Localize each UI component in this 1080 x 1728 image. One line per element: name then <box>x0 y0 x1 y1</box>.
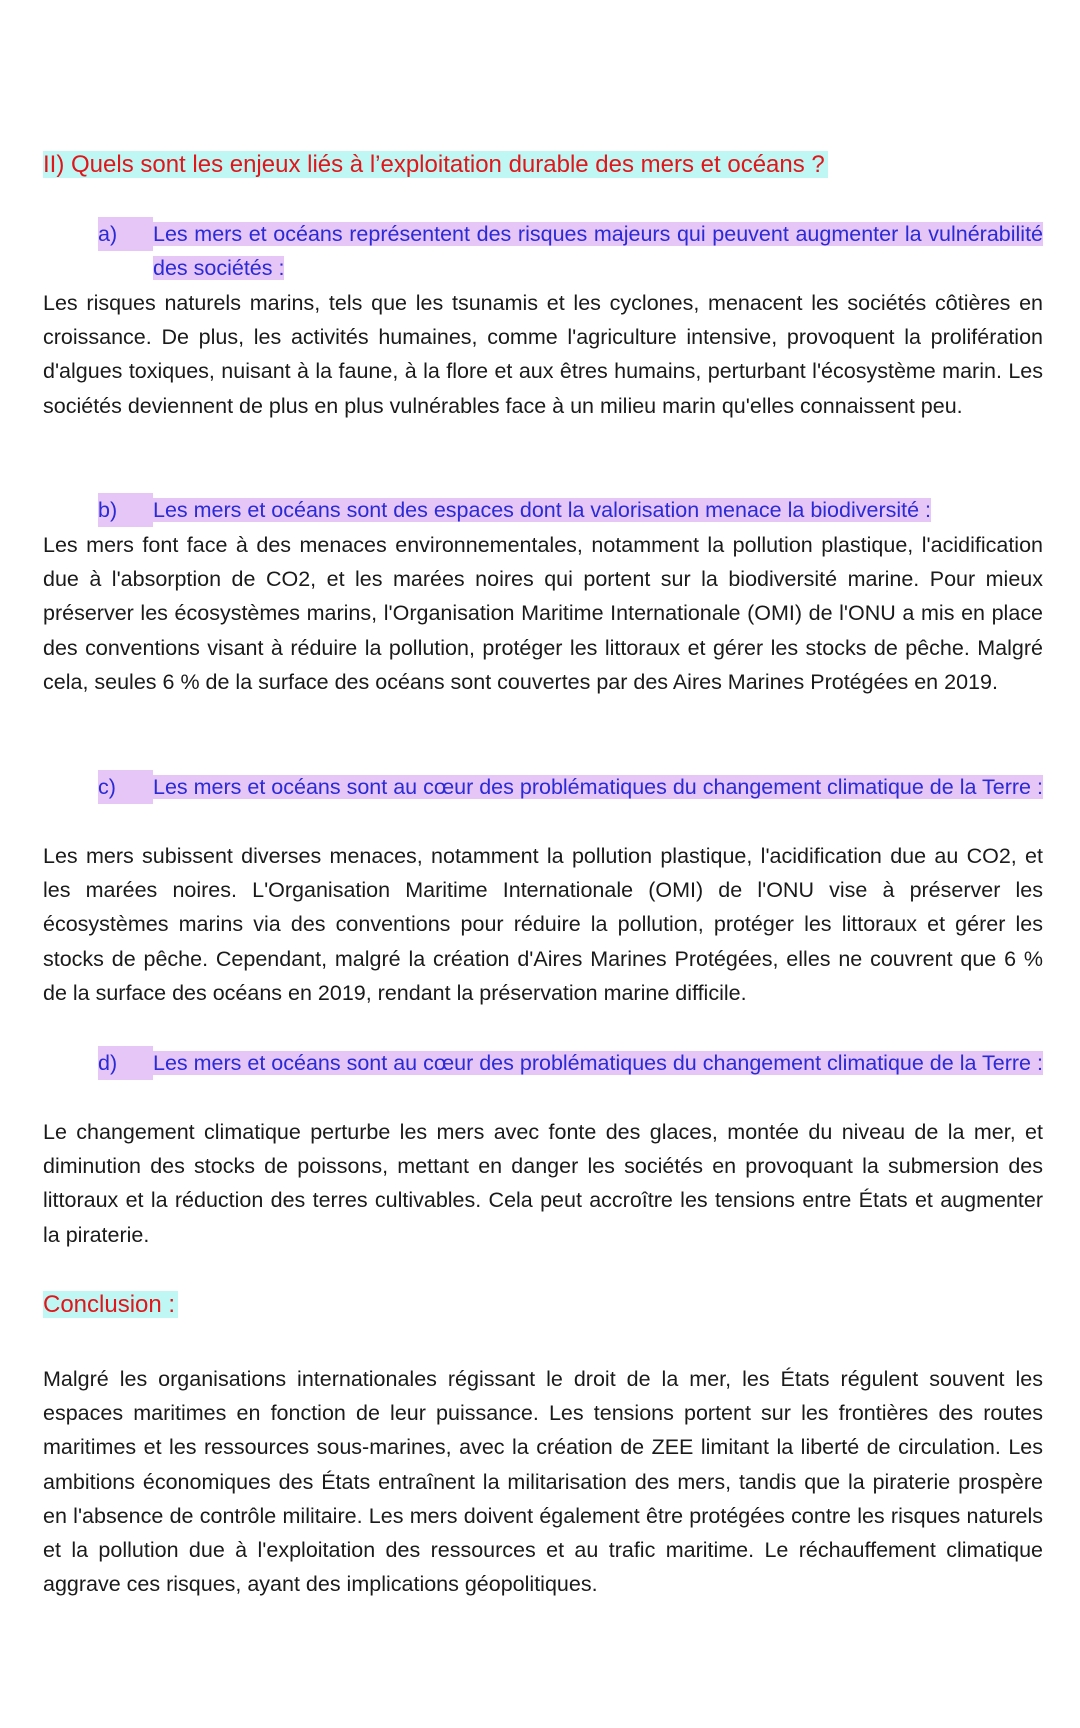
paragraph-d: Le changement climatique perturbe les mers avec fonte des glaces, montée du niveau de la mer, et diminution des stocks de poissons, mettant en danger les sociétés en provoquant la submersion des littoraux et la réduction des terres cultivables. Cela peut accroître les tensions entre États et augmenter la piraterie. <box>43 1120 1043 1247</box>
paragraph-a: Les risques naturels marins, tels que les tsunamis et les cyclones, menacent les sociétés côtières en croissance. De plus, les activités humaines, comme l'agriculture intensive, provoquent la prolifération d'algues toxiques, nuisant à la faune, à la flore et aux êtres humains, perturbant l'écosystème marin. Les sociétés deviennent de plus en plus vulnérables face à un milieu marin qu'elles connaissent peu. <box>43 291 1043 418</box>
paragraph-b: Les mers font face à des menaces environnementales, notamment la pollution plastique, l'acidification due à l'absorption de CO2, et les marées noires qui portent sur la biodiversité marine. Pour mieux préserver les écosystèmes marins, l'Organisation Maritime Internationale (OMI) de l'ONU a mis en place des conventions visant à réduire la pollution, protéger les littoraux et gérer les stocks de pêche. Malgré cela, seules 6 % de la surface des océans sont couvertes par des Aires Marines Protégées en 2019. <box>43 533 1043 694</box>
subsection-heading-a <box>98 217 1043 285</box>
subsection-heading-text: Les mers et océans représentent des risques majeurs qui peuvent augmenter la vulnérabilité des sociétés : <box>153 222 1043 280</box>
subsection-heading-text: Les mers et océans sont des espaces dont la valorisation menace la biodiversité : <box>153 498 932 522</box>
subsection-letter: c) <box>98 770 153 804</box>
conclusion-title: Conclusion : <box>43 1288 178 1322</box>
subsection-heading-c <box>98 770 1043 804</box>
section-title <box>43 148 828 182</box>
subsection-heading-b <box>98 493 1043 527</box>
conclusion-paragraph: Malgré les organisations internationales régissant le droit de la mer, les États régulent souvent les espaces maritimes en fonction de leur puissance. Les tensions portent sur les frontières des routes maritimes et les ressources sous-marines, avec la création de ZEE limitant la liberté de circulation. Les ambitions économiques des États entraînent la militarisation des mers, tandis que la piraterie prospère en l'absence de contrôle militaire. Les mers doivent également être protégées contre les risques naturels et la pollution due à l'exploitation des ressources et au trafic maritime. Le réchauffement climatique aggrave ces risques, ayant des implications géopolitiques. <box>43 1367 1043 1597</box>
subsection-heading-d <box>98 1046 1043 1080</box>
section-title-text: II) Quels sont les enjeux liés à l’exploitation durable des mers et océans ? <box>43 151 828 178</box>
subsection-heading-text: Les mers et océans sont au cœur des problématiques du changement climatique de la Terre : <box>153 775 1043 799</box>
subsection-letter: d) <box>98 1046 153 1080</box>
paragraph-c: Les mers subissent diverses menaces, notamment la pollution plastique, l'acidification due au CO2, et les marées noires. L'Organisation Maritime Internationale (OMI) de l'ONU vise à préserver les écosystèmes marins via des conventions pour réduire la pollution, protéger les littoraux et gérer les stocks de pêche. Cependant, malgré la création d'Aires Marines Protégées, elles ne couvrent que 6 % de la surface des océans en 2019, rendant la préservation marine difficile. <box>43 844 1043 1005</box>
subsection-letter: a) <box>98 217 153 251</box>
subsection-heading-text: Les mers et océans sont au cœur des problématiques du changement climatique de la Terre : <box>153 1051 1043 1075</box>
subsection-letter: b) <box>98 493 153 527</box>
